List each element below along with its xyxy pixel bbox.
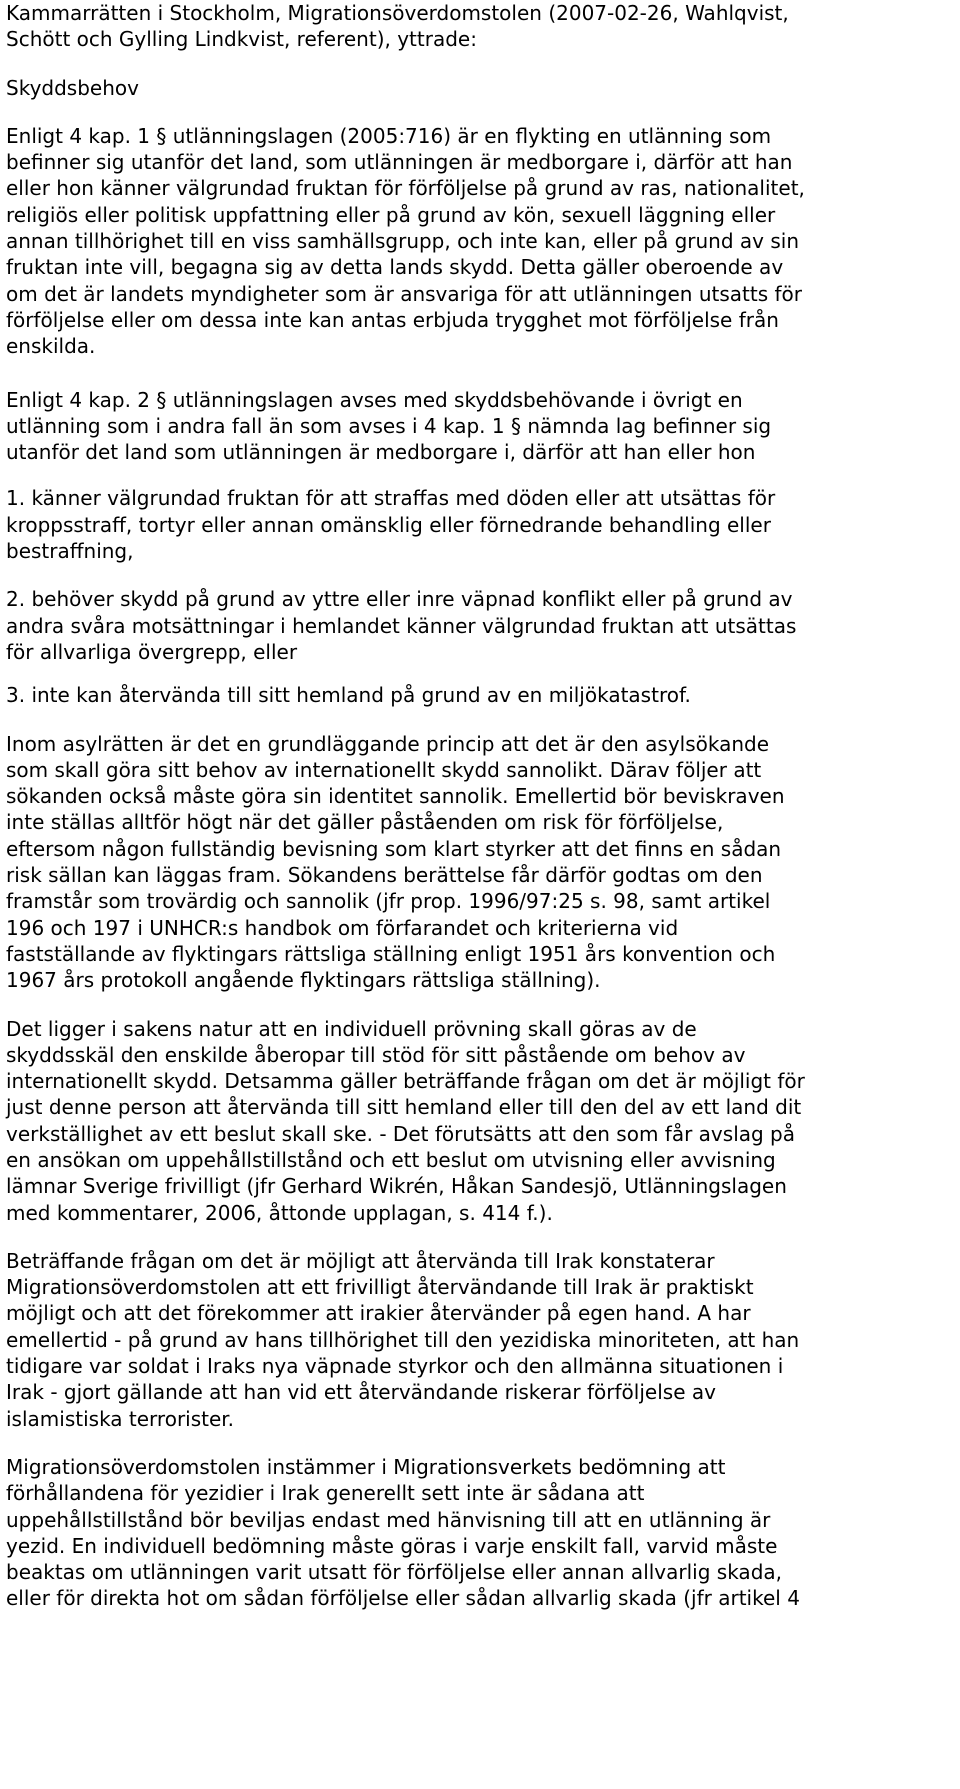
text-line: utanför det land som utlänningen är medborgare i, därför att han eller hon	[6, 440, 756, 465]
text-line: annan tillhörighet till en viss samhällsgrupp, och inte kan, eller på grund av sin	[6, 229, 800, 254]
text-line: om det är landets myndigheter som är ansvariga för att utlänningen utsatts för	[6, 281, 802, 306]
text-line: skyddsskäl den enskilde åberopar till stöd för sitt påstående om behov av	[6, 1042, 746, 1067]
text-line: 196 och 197 i UNHCR:s handbok om förfarandet och kriterierna vid	[6, 915, 679, 940]
text-line: Enligt 4 kap. 1 § utlänningslagen (2005:716) är en flykting en utlänning som	[6, 123, 772, 148]
text-line: internationellt skydd. Detsamma gäller beträffande frågan om det är möjligt för	[6, 1069, 805, 1094]
text-line: sökanden också måste göra sin identitet sannolik. Emellertid bör beviskraven	[6, 784, 785, 809]
text-line: emellertid - på grund av hans tillhörighet till den yezidiska minoriteten, att han	[6, 1327, 800, 1352]
text-line: Enligt 4 kap. 2 § utlänningslagen avses med skyddsbehövande i övrigt en	[6, 387, 743, 412]
text-line: 2. behöver skydd på grund av yttre eller inre väpnad konflikt eller på grund av	[6, 587, 793, 612]
paragraph-individual-assessment	[6, 1016, 946, 1226]
text-line: 1. känner välgrundad fruktan för att straffas med döden eller att utsättas för	[6, 486, 776, 511]
text-line: förföljelse eller om dessa inte kan antas erbjuda trygghet mot förföljelse från	[6, 307, 779, 332]
text-line: enskilda.	[6, 334, 96, 359]
text-line: Det ligger i sakens natur att en individuell prövning skall göras av de	[6, 1016, 697, 1041]
text-line: Migrationsöverdomstolen instämmer i Migrationsverkets bedömning att	[6, 1454, 726, 1479]
text-line: kroppsstraff, tortyr eller annan omänsklig eller förnedrande behandling eller	[6, 512, 771, 537]
text-line: fruktan inte vill, begagna sig av detta lands skydd. Detta gäller oberoende av	[6, 255, 784, 280]
text-line: Kammarrätten i Stockholm, Migrationsöverdomstolen (2007-02-26, Wahlqvist,	[6, 1, 789, 25]
text-line: Inom asylrätten är det en grundläggande princip att det är den asylsökande	[6, 731, 770, 756]
text-line: Migrationsöverdomstolen att ett frivilligt återvändande till Irak är praktiskt	[6, 1275, 754, 1300]
intro-paragraph	[6, 0, 946, 53]
paragraph-return-to-iraq	[6, 1248, 946, 1432]
section-heading	[6, 75, 946, 101]
text-line: utlänning som i andra fall än som avses i 4 kap. 1 § nämnda lag befinner sig	[6, 413, 772, 438]
text-line: just denne person att återvända till sitt hemland eller till den del av ett land dit	[6, 1095, 802, 1120]
text-line: religiös eller politisk uppfattning eller på grund av kön, sexuell läggning eller	[6, 202, 776, 227]
paragraph-burden-of-proof	[6, 731, 946, 994]
text-line: Beträffande frågan om det är möjligt att återvända till Irak konstaterar	[6, 1248, 715, 1273]
text-line: eftersom någon fullständig bevisning som klart styrker att det finns en sådan	[6, 836, 782, 861]
list-item-2	[6, 586, 946, 665]
text-line: inte ställas alltför högt när det gäller påståenden om risk för förföljelse,	[6, 810, 724, 835]
list-item-3	[6, 682, 946, 708]
paragraph-refugee-definition	[6, 123, 946, 360]
document-page	[6, 0, 946, 1612]
text-line: förhållandena för yezidier i Irak generellt sett inte är sådana att	[6, 1481, 645, 1506]
text-line: eller hon känner välgrundad fruktan för förföljelse på grund av ras, nationalitet,	[6, 176, 805, 201]
text-line: verkställighet av ett beslut skall ske. - Det förutsätts att den som får avslag på	[6, 1121, 796, 1146]
text-line: som skall göra sitt behov av internationellt skydd sannolikt. Därav följer att	[6, 757, 762, 782]
text-line: bestraffning,	[6, 539, 134, 564]
list-item-1	[6, 485, 946, 564]
text-line: lämnar Sverige frivilligt (jfr Gerhard Wikrén, Håkan Sandesjö, Utlänningslagen	[6, 1174, 787, 1199]
text-line: för allvarliga övergrepp, eller	[6, 639, 298, 664]
text-line: 1967 års protokoll angående flyktingars rättsliga ställning).	[6, 968, 601, 993]
paragraph-protection-need	[6, 387, 946, 466]
text-line: framstår som trovärdig och sannolik (jfr prop. 1996/97:25 s. 98, samt artikel	[6, 889, 771, 914]
text-line: fastställande av flyktingars rättsliga ställning enligt 1951 års konvention och	[6, 941, 776, 966]
heading-text: Skyddsbehov	[6, 75, 139, 100]
text-line: beaktas om utlänningen varit utsatt för förföljelse eller annan allvarlig skada,	[6, 1560, 782, 1585]
text-line: uppehållstillstånd bör beviljas endast med hänvisning till att en utlänning är	[6, 1507, 771, 1532]
text-line: en ansökan om uppehållstillstånd och ett beslut om utvisning eller avvisning	[6, 1147, 776, 1172]
text-line: 3. inte kan återvända till sitt hemland på grund av en miljökatastrof.	[6, 683, 691, 708]
text-line: med kommentarer, 2006, åttonde upplagan, s. 414 f.).	[6, 1200, 553, 1225]
text-line: tidigare var soldat i Iraks nya väpnade styrkor och den allmänna situationen i	[6, 1354, 784, 1379]
text-line: risk sällan kan läggas fram. Sökandens berättelse får därför godtas om den	[6, 863, 763, 888]
text-line: yezid. En individuell bedömning måste göras i varje enskilt fall, varvid måste	[6, 1533, 778, 1558]
text-line: befinner sig utanför det land, som utlänningen är medborgare i, därför att han	[6, 150, 793, 175]
text-line: andra svåra motsättningar i hemlandet känner välgrundad fruktan att utsättas	[6, 613, 797, 638]
paragraph-yezidi-assessment	[6, 1454, 946, 1612]
text-line: islamistiska terrorister.	[6, 1406, 235, 1431]
text-line: möjligt och att det förekommer att irakier återvänder på egen hand. A har	[6, 1301, 751, 1326]
text-line: Schött och Gylling Lindkvist, referent), yttrade:	[6, 27, 477, 52]
text-line: Irak - gjort gällande att han vid ett återvändande riskerar förföljelse av	[6, 1380, 716, 1405]
text-line: eller för direkta hot om sådan förföljelse eller sådan allvarlig skada (jfr artikel 4	[6, 1586, 800, 1611]
